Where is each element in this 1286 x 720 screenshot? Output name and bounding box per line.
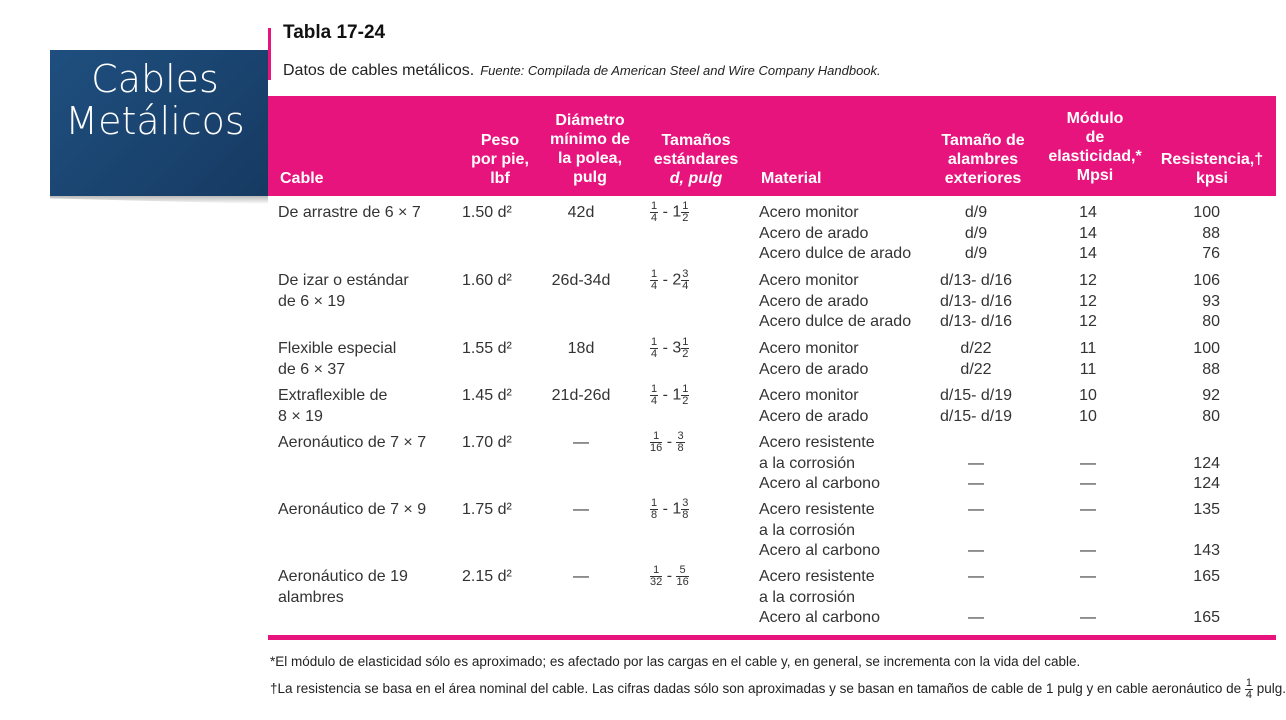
resistencia-value: 143 <box>1193 542 1220 559</box>
fraction: $\frac{5}{16}$ <box>676 564 689 588</box>
fraction: $\frac{1}{4}$ <box>651 383 658 407</box>
tamano-ext-value: — <box>968 475 984 492</box>
modulo-value: 14 <box>1079 224 1097 242</box>
tamano-ext-value: d/13- d/16 <box>939 313 1013 330</box>
tamano-value: $\frac{1}{4}$ - 2 $\frac{3}{4}$ <box>651 268 689 292</box>
cable-name: de 6 × 37 <box>278 360 346 378</box>
material-value: Acero resistente <box>759 568 875 585</box>
fraction: $\frac{3}{8}$ <box>677 430 684 454</box>
tamano-ext-value: d/9 <box>964 224 988 242</box>
tamano-ext-value: d/9 <box>964 245 988 262</box>
material-value: a la corrosión <box>759 521 856 539</box>
header-peso: Peso por pie, lbf <box>471 132 529 187</box>
resistencia-value: 88 <box>1202 224 1220 242</box>
modulo-value: — <box>1080 454 1096 472</box>
tamano-ext-value: d/9 <box>964 204 988 221</box>
cable-name: Aeronáutico de 7 × 9 <box>278 501 427 518</box>
peso-value: 1.60 d² <box>462 272 512 289</box>
table-title: Tabla 17-24 <box>283 22 386 43</box>
tamano-ext-value: d/22 <box>960 360 992 378</box>
resistencia-value: 92 <box>1202 387 1220 404</box>
material-value: Acero resistente <box>759 501 875 518</box>
fraction: $\frac{1}{4}$ <box>651 268 658 292</box>
header-modulo: Módulo de elasticidad,* Mpsi <box>1048 110 1142 184</box>
header-cable: Cable <box>280 170 324 187</box>
tamano-value: $\frac{1}{4}$ - 1 $\frac{1}{2}$ <box>651 200 689 224</box>
diametro-value: 21d-26d <box>551 387 611 404</box>
resistencia-value: 80 <box>1202 407 1220 425</box>
resistencia-value: 124 <box>1193 454 1220 472</box>
modulo-value: 14 <box>1079 245 1097 262</box>
header-tamano-ext: Tamaño de alambres exteriores <box>941 132 1025 187</box>
cable-name: Flexible especial <box>278 340 397 357</box>
cable-name: Aeronáutico de 19 <box>278 568 408 585</box>
tamano-ext-value: — <box>968 568 984 585</box>
material-value: Acero monitor <box>759 340 859 357</box>
modulo-value: — <box>1080 542 1096 559</box>
cable-name: 8 × 19 <box>278 407 323 425</box>
diametro-value: — <box>573 434 589 451</box>
material-value: Acero resistente <box>759 434 875 451</box>
tamano-ext-value: d/15- d/19 <box>939 387 1013 404</box>
header-tamanos: Tamaños estándares d, pulg <box>653 132 739 187</box>
modulo-value: — <box>1080 475 1096 492</box>
tamano-value: $\frac{1}{32}$ - $\frac{5}{16}$ <box>650 564 689 588</box>
resistencia-value: 165 <box>1193 568 1220 585</box>
material-value: Acero monitor <box>759 387 859 404</box>
fraction: $\frac{1}{4}$ <box>651 336 658 360</box>
modulo-value: — <box>1080 568 1096 585</box>
material-value: Acero dulce de arado <box>759 245 912 262</box>
modulo-value: 10 <box>1079 407 1097 425</box>
table-source: Fuente: Compilada de American Steel and Wire Company Handbook. <box>480 63 881 78</box>
cable-name: Extraflexible de <box>278 387 388 404</box>
cable-name: alambres <box>278 588 344 606</box>
resistencia-value: 76 <box>1202 245 1220 262</box>
tamano-value: $\frac{1}{8}$ - 1 $\frac{3}{8}$ <box>651 497 689 521</box>
peso-value: 1.70 d² <box>462 434 512 451</box>
slide-title-card <box>50 50 268 196</box>
tamano-ext-value: d/13- d/16 <box>939 292 1013 310</box>
resistencia-value: 135 <box>1193 501 1220 518</box>
header-resistencia: Resistencia,† kpsi <box>1160 151 1264 187</box>
material-value: a la corrosión <box>759 454 856 472</box>
resistencia-value: 80 <box>1202 313 1220 330</box>
resistencia-value: 124 <box>1193 475 1220 492</box>
table-bottom-rule <box>268 635 1276 640</box>
material-value: Acero dulce de arado <box>759 313 912 330</box>
tamano-ext-value: — <box>968 454 984 472</box>
fraction: $\frac{1}{2}$ <box>682 383 689 407</box>
accent-bar <box>268 28 271 80</box>
material-value: Acero de arado <box>759 360 869 378</box>
fraction: $\frac{1}{8}$ <box>651 497 658 521</box>
peso-value: 1.50 d² <box>462 204 512 221</box>
cable-name: de 6 × 19 <box>278 292 346 310</box>
tamano-ext-value: d/22 <box>960 340 992 357</box>
tamano-value: $\frac{1}{16}$ - $\frac{3}{8}$ <box>650 430 684 454</box>
cable-name: Aeronáutico de 7 × 7 <box>278 434 427 451</box>
diametro-value: 42d <box>567 204 595 221</box>
material-value: Acero de arado <box>759 224 869 242</box>
modulo-value: 14 <box>1079 204 1097 221</box>
diametro-value: 26d-34d <box>551 272 611 289</box>
tamano-ext-value: — <box>968 501 984 518</box>
cable-name: De arrastre de 6 × 7 <box>278 204 421 221</box>
modulo-value: 11 <box>1079 340 1097 357</box>
modulo-value: 10 <box>1079 387 1097 404</box>
tamano-ext-value: — <box>968 542 984 559</box>
resistencia-value: 100 <box>1193 340 1220 357</box>
cable-name: De izar o estándar <box>278 272 409 289</box>
material-value: Acero monitor <box>759 204 859 221</box>
footnote-2: †La resistencia se basa en el área nominal del cable. Las cifras dadas sólo son aproximadas y se basan en tamaños de cable de 1 pulg y en cable aeronáutico de $\frac{1}{4}$ pulg. <box>270 677 1286 701</box>
fraction: $\frac{1}{4}$ <box>651 200 658 224</box>
material-value: Acero al carbono <box>759 609 880 626</box>
footnote-1: *El módulo de elasticidad sólo es aproximado; es afectado por las cargas en el cable y, en general, se incrementa con la vida del cable. <box>270 654 1081 669</box>
tamano-ext-value: d/15- d/19 <box>939 407 1013 425</box>
slide-title: Cables Metálicos <box>65 57 245 143</box>
resistencia-value: 100 <box>1193 204 1220 221</box>
peso-value: 1.45 d² <box>462 387 512 404</box>
title-card-shadow <box>50 196 268 204</box>
resistencia-value: 88 <box>1202 360 1220 378</box>
tamano-ext-value: d/13- d/16 <box>939 272 1013 289</box>
fraction: $\frac{3}{8}$ <box>682 497 689 521</box>
tamano-ext-value: — <box>968 609 984 626</box>
material-value: Acero al carbono <box>759 542 880 559</box>
tamano-value: $\frac{1}{4}$ - 3 $\frac{1}{2}$ <box>651 336 689 360</box>
tamano-value: $\frac{1}{4}$ - 1 $\frac{1}{2}$ <box>651 383 689 407</box>
modulo-value: — <box>1080 609 1096 626</box>
fraction: $\frac{1}{16}$ <box>650 430 663 454</box>
modulo-value: — <box>1080 501 1096 518</box>
resistencia-value: 106 <box>1193 272 1220 289</box>
peso-value: 2.15 d² <box>462 568 512 585</box>
peso-value: 1.75 d² <box>462 501 512 518</box>
fraction: $\frac{1}{2}$ <box>682 336 689 360</box>
resistencia-value: 165 <box>1193 609 1220 626</box>
material-value: a la corrosión <box>759 588 856 606</box>
footnote-fraction: $\frac{1}{4}$ <box>1245 677 1252 701</box>
table-subtitle: Datos de cables metálicos. Fuente: Compilada de American Steel and Wire Company Handbook. <box>283 62 881 79</box>
diametro-value: — <box>573 568 589 585</box>
modulo-value: 12 <box>1079 313 1097 330</box>
fraction: $\frac{3}{4}$ <box>682 268 689 292</box>
diametro-value: 18d <box>567 340 595 357</box>
resistencia-value: 93 <box>1202 292 1220 310</box>
material-value: Acero monitor <box>759 272 859 289</box>
modulo-value: 12 <box>1079 272 1097 289</box>
header-material: Material <box>761 170 822 187</box>
peso-value: 1.55 d² <box>462 340 512 357</box>
header-diametro: Diámetro mínimo de la polea, pulg <box>549 112 630 186</box>
fraction: $\frac{1}{32}$ <box>650 564 663 588</box>
material-value: Acero de arado <box>759 407 869 425</box>
fraction: $\frac{1}{2}$ <box>682 200 689 224</box>
material-value: Acero de arado <box>759 292 869 310</box>
material-value: Acero al carbono <box>759 475 880 492</box>
diametro-value: — <box>573 501 589 518</box>
modulo-value: 12 <box>1079 292 1097 310</box>
modulo-value: 11 <box>1079 360 1097 378</box>
